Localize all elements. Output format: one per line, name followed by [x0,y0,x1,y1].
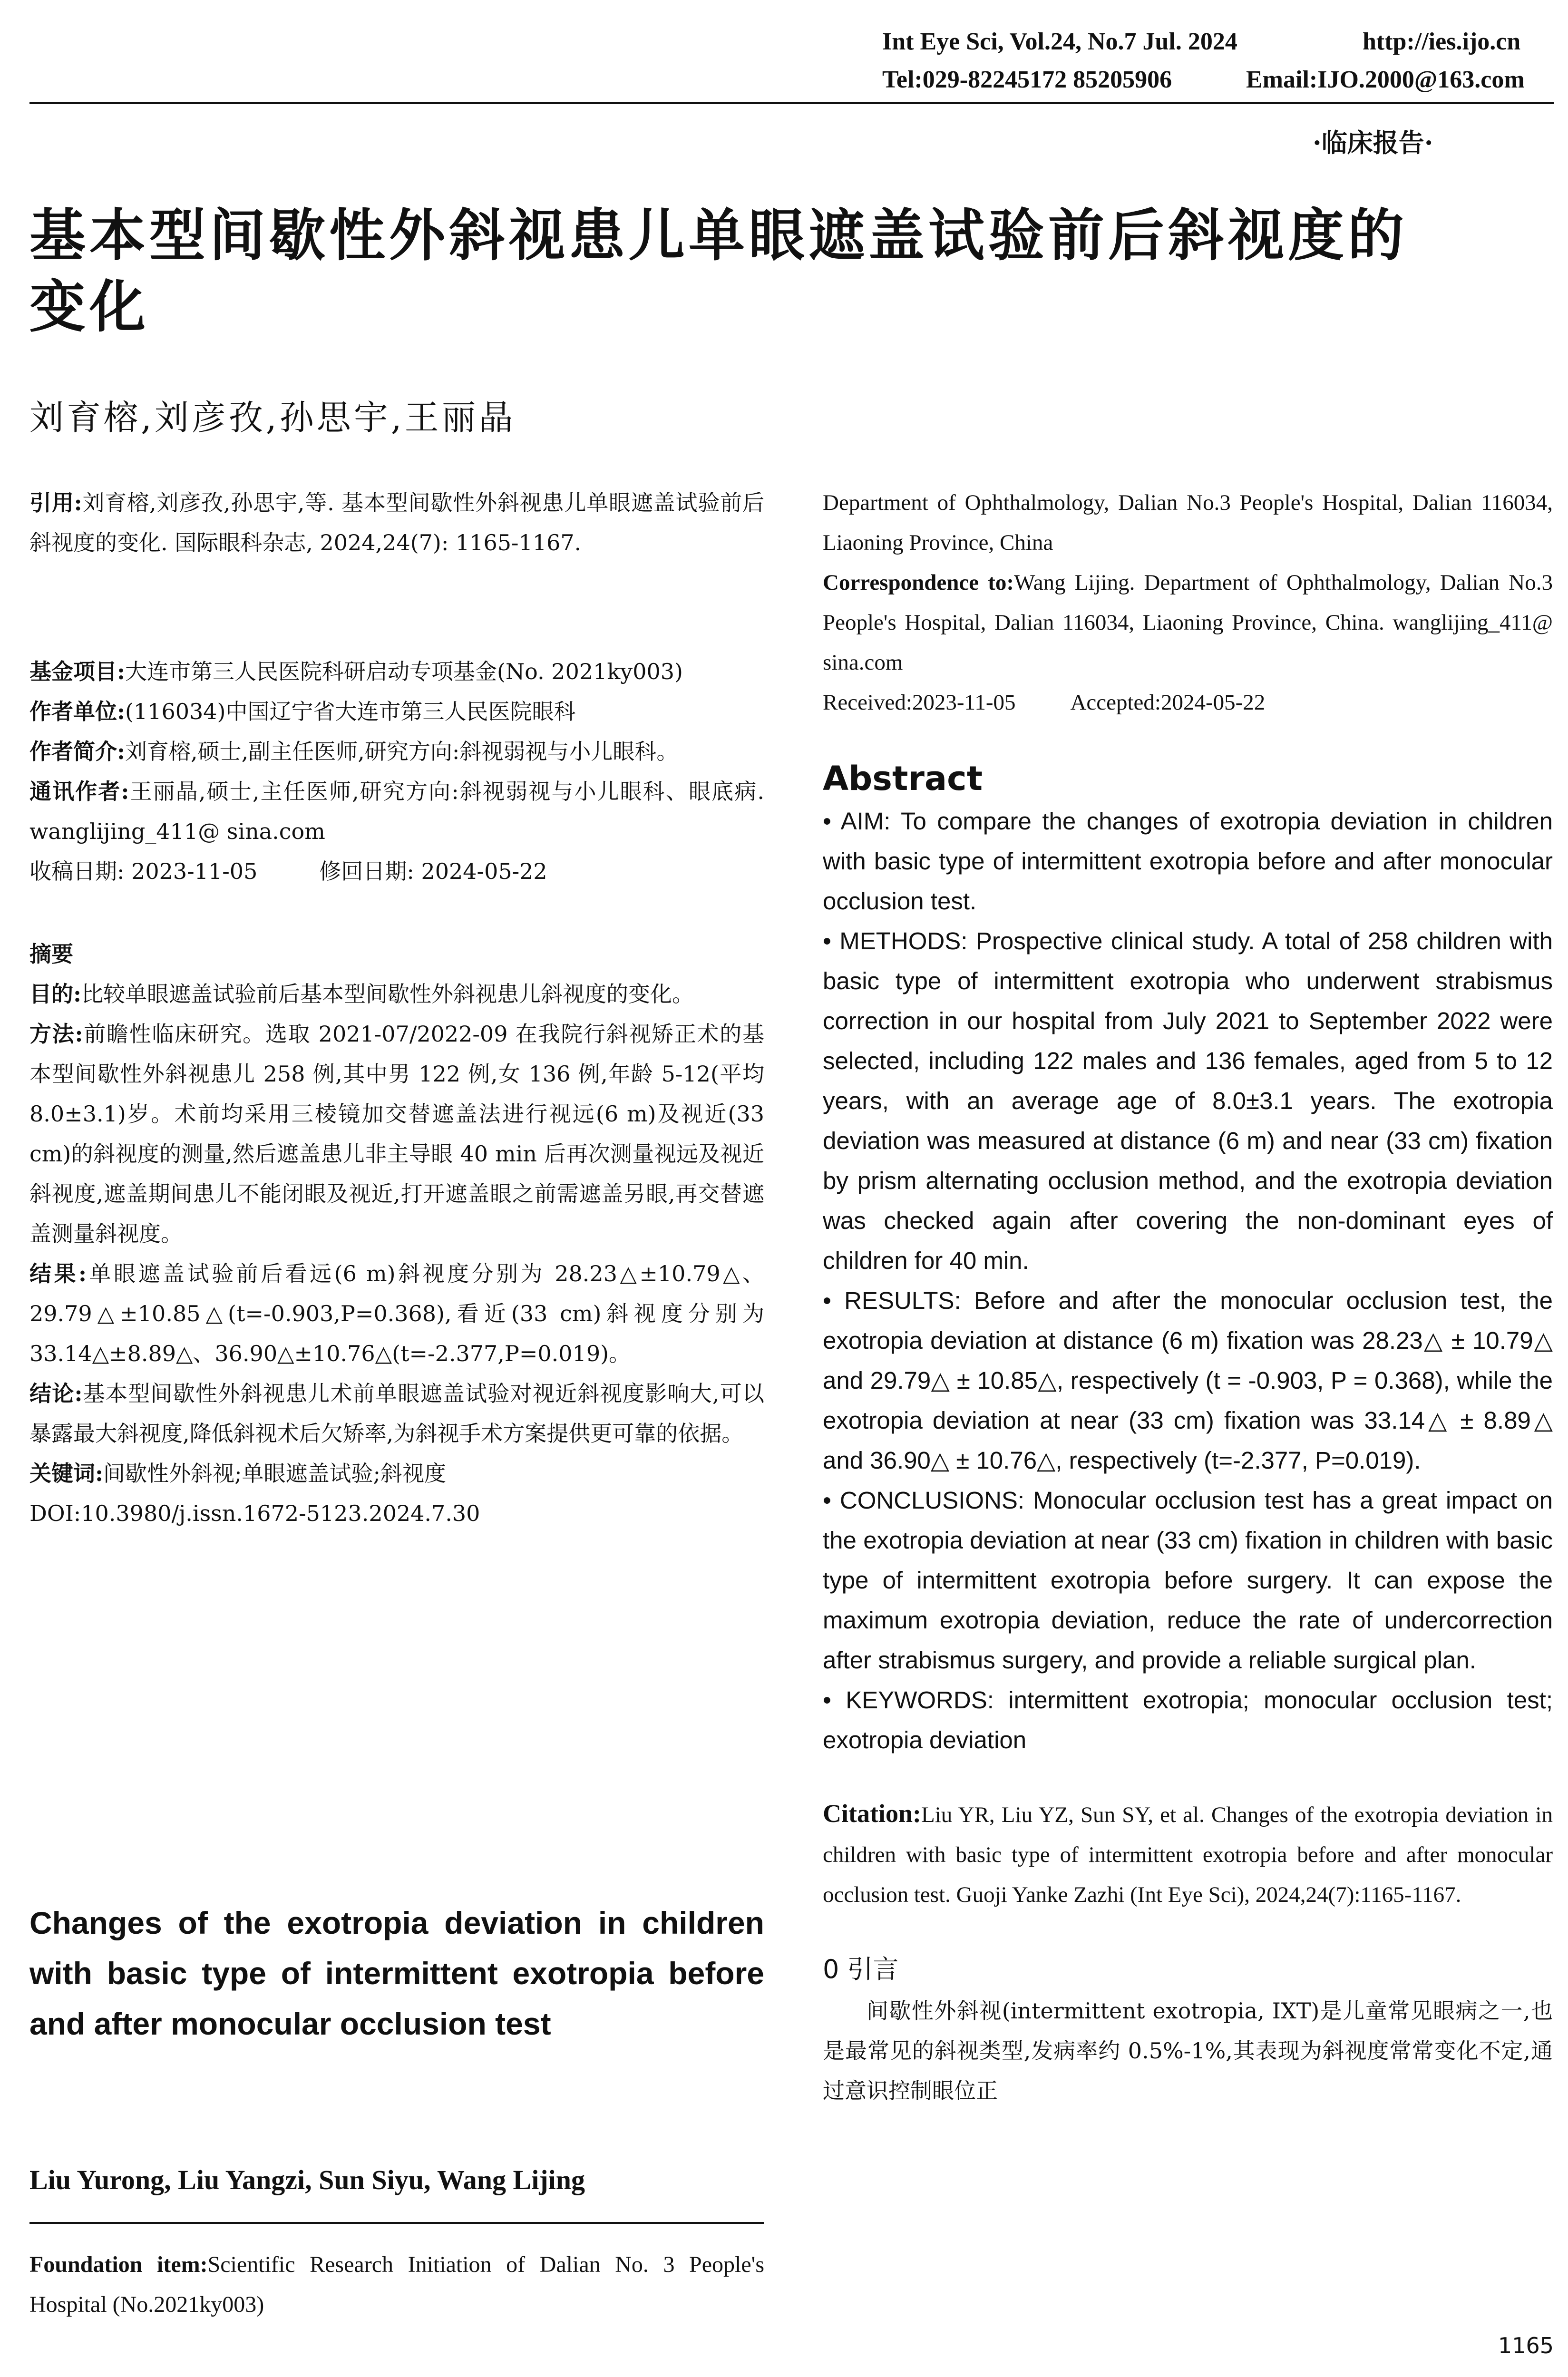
corr-en-text: Wang Lijing. Department of Ophthalmology, Dalian No.3 People's Hospital, Dalian 116034, Liaoning Province, China. wanglijing_411@ sina.com [823,570,1553,675]
title-cn-line1: 基本型间歇性外斜视患儿单眼遮盖试验前后斜视度的 [29,202,1408,268]
intro-text: 间歇性外斜视(intermittent exotropia, IXT)是儿童常见眼病之一,也是最常见的斜视类型,发病率约 0.5%-1%,其表现为斜视度常常变化不定,通过意识控制眼位正 [823,1998,1553,2104]
dates-cn [29,851,764,891]
right-column [823,483,1553,2111]
conclusion-cn [29,1374,764,1453]
conclusion-cn-text: 基本型间歇性外斜视患儿术前单眼遮盖试验对视近斜视度影响大,可以暴露最大斜视度,降低斜视术后欠矫率,为斜视手术方案提供更可靠的依据。 [29,1381,765,1446]
unit-cn [29,692,764,731]
methods-cn [29,1014,764,1254]
citation-en-text: Liu YR, Liu YZ, Sun SY, et al. Changes of the exotropia deviation in children with basic type of intermittent exotropia before and after monocular occlusion test. Guoji Yanke Zazhi (Int Eye Sci), 2024,24(7):1165-1167. [823,1802,1553,1907]
aim-cn-text: 比较单眼遮盖试验前后基本型间歇性外斜视患儿斜视度的变化。 [81,981,694,1007]
accepted-en: Accepted:2024-05-22 [1070,690,1266,715]
foundation-label: Foundation item: [29,2252,208,2277]
revised-cn: 修回日期: 2024-05-22 [319,858,547,884]
abstract-heading-cn: 摘要 [29,941,73,967]
authors-rule [29,2222,764,2224]
results-cn-label: 结果: [29,1261,87,1286]
aim-en: • AIM: To compare the changes of exotropia deviation in children with basic type of intermittent exotropia before and after monocular occlusion test. [823,808,1553,915]
corr-en-label: Correspondence to: [823,570,1014,595]
section-tag: ·临床报告· [1313,127,1433,158]
received-cn: 收稿日期: 2023-11-05 [29,858,258,884]
foundation-en [29,2245,764,2325]
methods-en: • METHODS: Prospective clinical study. A total of 258 children with basic type of intermittent exotropia who underwent strabismus correction in our hospital from July 2021 to September 2022 were selected, including 122 males and 136 females, aged from 5 to 12 years, with an average age of 8.0±3.1 years. The exotropia deviation was measured at distance (6 m) and near (33 cm) fixation by prism alternating occlusion method, and the exotropia deviation was checked again after covering the non-dominant eyes of children for 40 min. [823,927,1553,1274]
results-cn-text: 单眼遮盖试验前后看远(6 m)斜视度分别为 28.23△±10.79△、29.79△±10.85△(t=-0.903,P=0.368),看近(33 cm)斜视度分别为 33.14△±8.89△、36.90△±10.76△(t=-2.377,P=0.019)。 [29,1261,764,1366]
title-en: Changes of the exotropia deviation in children with basic type of intermittent exotropia before and after monocular occlusion test [29,1905,764,2041]
results-cn [29,1254,764,1374]
page-number: 1165 [1498,2333,1554,2358]
foundation-text: Scientific Research Initiation of Dalian No. 3 People's Hospital (No.2021ky003) [29,2252,764,2317]
fund-cn-label: 基金项目: [29,659,125,684]
citation-en-label: Citation: [823,1799,921,1828]
aim-cn-label: 目的: [29,981,81,1007]
journal-url[interactable]: http://ies.ijo.cn [1363,28,1521,55]
fund-cn [29,652,764,692]
corr-en [823,563,1553,682]
dates-en [823,682,1553,722]
title-cn-line2: 变化 [29,273,150,340]
corr-cn-label: 通讯作者: [29,779,129,804]
dept-en: Department of Ophthalmology, Dalian No.3 People's Hospital, Dalian 116034, Liaoning Province, China [823,490,1553,555]
unit-cn-text: (116034)中国辽宁省大连市第三人民医院眼科 [125,699,576,724]
doi[interactable]: DOI:10.3980/j.issn.1672-5123.2024.7.30 [29,1500,480,1526]
bio-cn-label: 作者简介: [29,739,125,764]
journal-tel: Tel:029-82245172 85205906 [882,66,1172,93]
methods-cn-text: 前瞻性临床研究。选取 2021-07/2022-09 在我院行斜视矫正术的基本型间歇性外斜视患儿 258 例,其中男 122 例,女 136 例,年龄 5-12(平均 8.0±3.1)岁。术前均采用三棱镜加交替遮盖法进行视远(6 m)及视近(33 cm)的斜视度的测量,然后遮盖患儿非主导眼 40 min 后再次测量视远及视近斜视度,遮盖期间患儿不能闭眼及视近,打开遮盖眼之前需遮盖另眼,再交替遮盖测量斜视度。 [29,1021,764,1247]
left-column [29,483,764,1533]
received-en: Received:2023-11-05 [823,690,1016,715]
intro-heading: 0 引言 [823,1954,899,1984]
corr-cn-text: 王丽晶,硕士,主任医师,研究方向:斜视弱视与小儿眼科、眼底病. wanglijing_411@ sina.com [29,779,764,844]
keywords-cn [29,1453,764,1493]
authors-en: Liu Yurong, Liu Yangzi, Sun Siyu, Wang Lijing [29,2164,585,2195]
abstract-heading-en: Abstract [823,759,983,798]
keywords-cn-text: 间歇性外斜视;单眼遮盖试验;斜视度 [103,1461,446,1486]
conclusion-cn-label: 结论: [29,1381,83,1406]
aim-cn [29,974,764,1014]
bio-cn-text: 刘育榕,硕士,副主任医师,研究方向:斜视弱视与小儿眼科。 [125,739,679,764]
journal-info: Int Eye Sci, Vol.24, No.7 Jul. 2024 [882,28,1237,55]
citation-en [823,1793,1553,1915]
authors-cn: 刘育榕,刘彦孜,孙思宇,王丽晶 [29,398,516,438]
unit-cn-label: 作者单位: [29,699,125,724]
conclusions-en: • CONCLUSIONS: Monocular occlusion test has a great impact on the exotropia deviation at near (33 cm) fixation in children with basic type of intermittent exotropia before surgery. It can expose the maximum exotropia deviation, reduce the rate of undercorrection after strabismus surgery, and provide a reliable surgical plan. [823,1487,1553,1674]
journal-email[interactable]: Email:IJO.2000@163.com [1246,66,1525,93]
citation-cn [29,483,764,604]
citation-cn-label: 引用: [29,490,82,516]
citation-cn-text: 刘育榕,刘彦孜,孙思宇,等. 基本型间歇性外斜视患儿单眼遮盖试验前后斜视度的变化. 国际眼科杂志, 2024,24(7): 1165-1167. [29,490,764,555]
corr-cn [29,771,764,851]
keywords-cn-label: 关键词: [29,1461,103,1486]
fund-cn-text: 大连市第三人民医院科研启动专项基金(No. 2021ky003) [125,659,683,684]
header-rule [29,102,1554,104]
keywords-en: • KEYWORDS: intermittent exotropia; monocular occlusion test; exotropia deviation [823,1686,1553,1754]
bio-cn [29,731,764,771]
results-en: • RESULTS: Before and after the monocular occlusion test, the exotropia deviation at distance (6 m) fixation was 28.23△ ± 10.79△ and 29.79△ ± 10.85△, respectively (t = -0.903, P = 0.368), while the exotropia deviation at near (33 cm) fixation was 33.14△ ± 8.89△ and 36.90△ ± 10.76△, respectively (t=-2.377, P=0.019). [823,1287,1553,1474]
methods-cn-label: 方法: [29,1021,83,1047]
